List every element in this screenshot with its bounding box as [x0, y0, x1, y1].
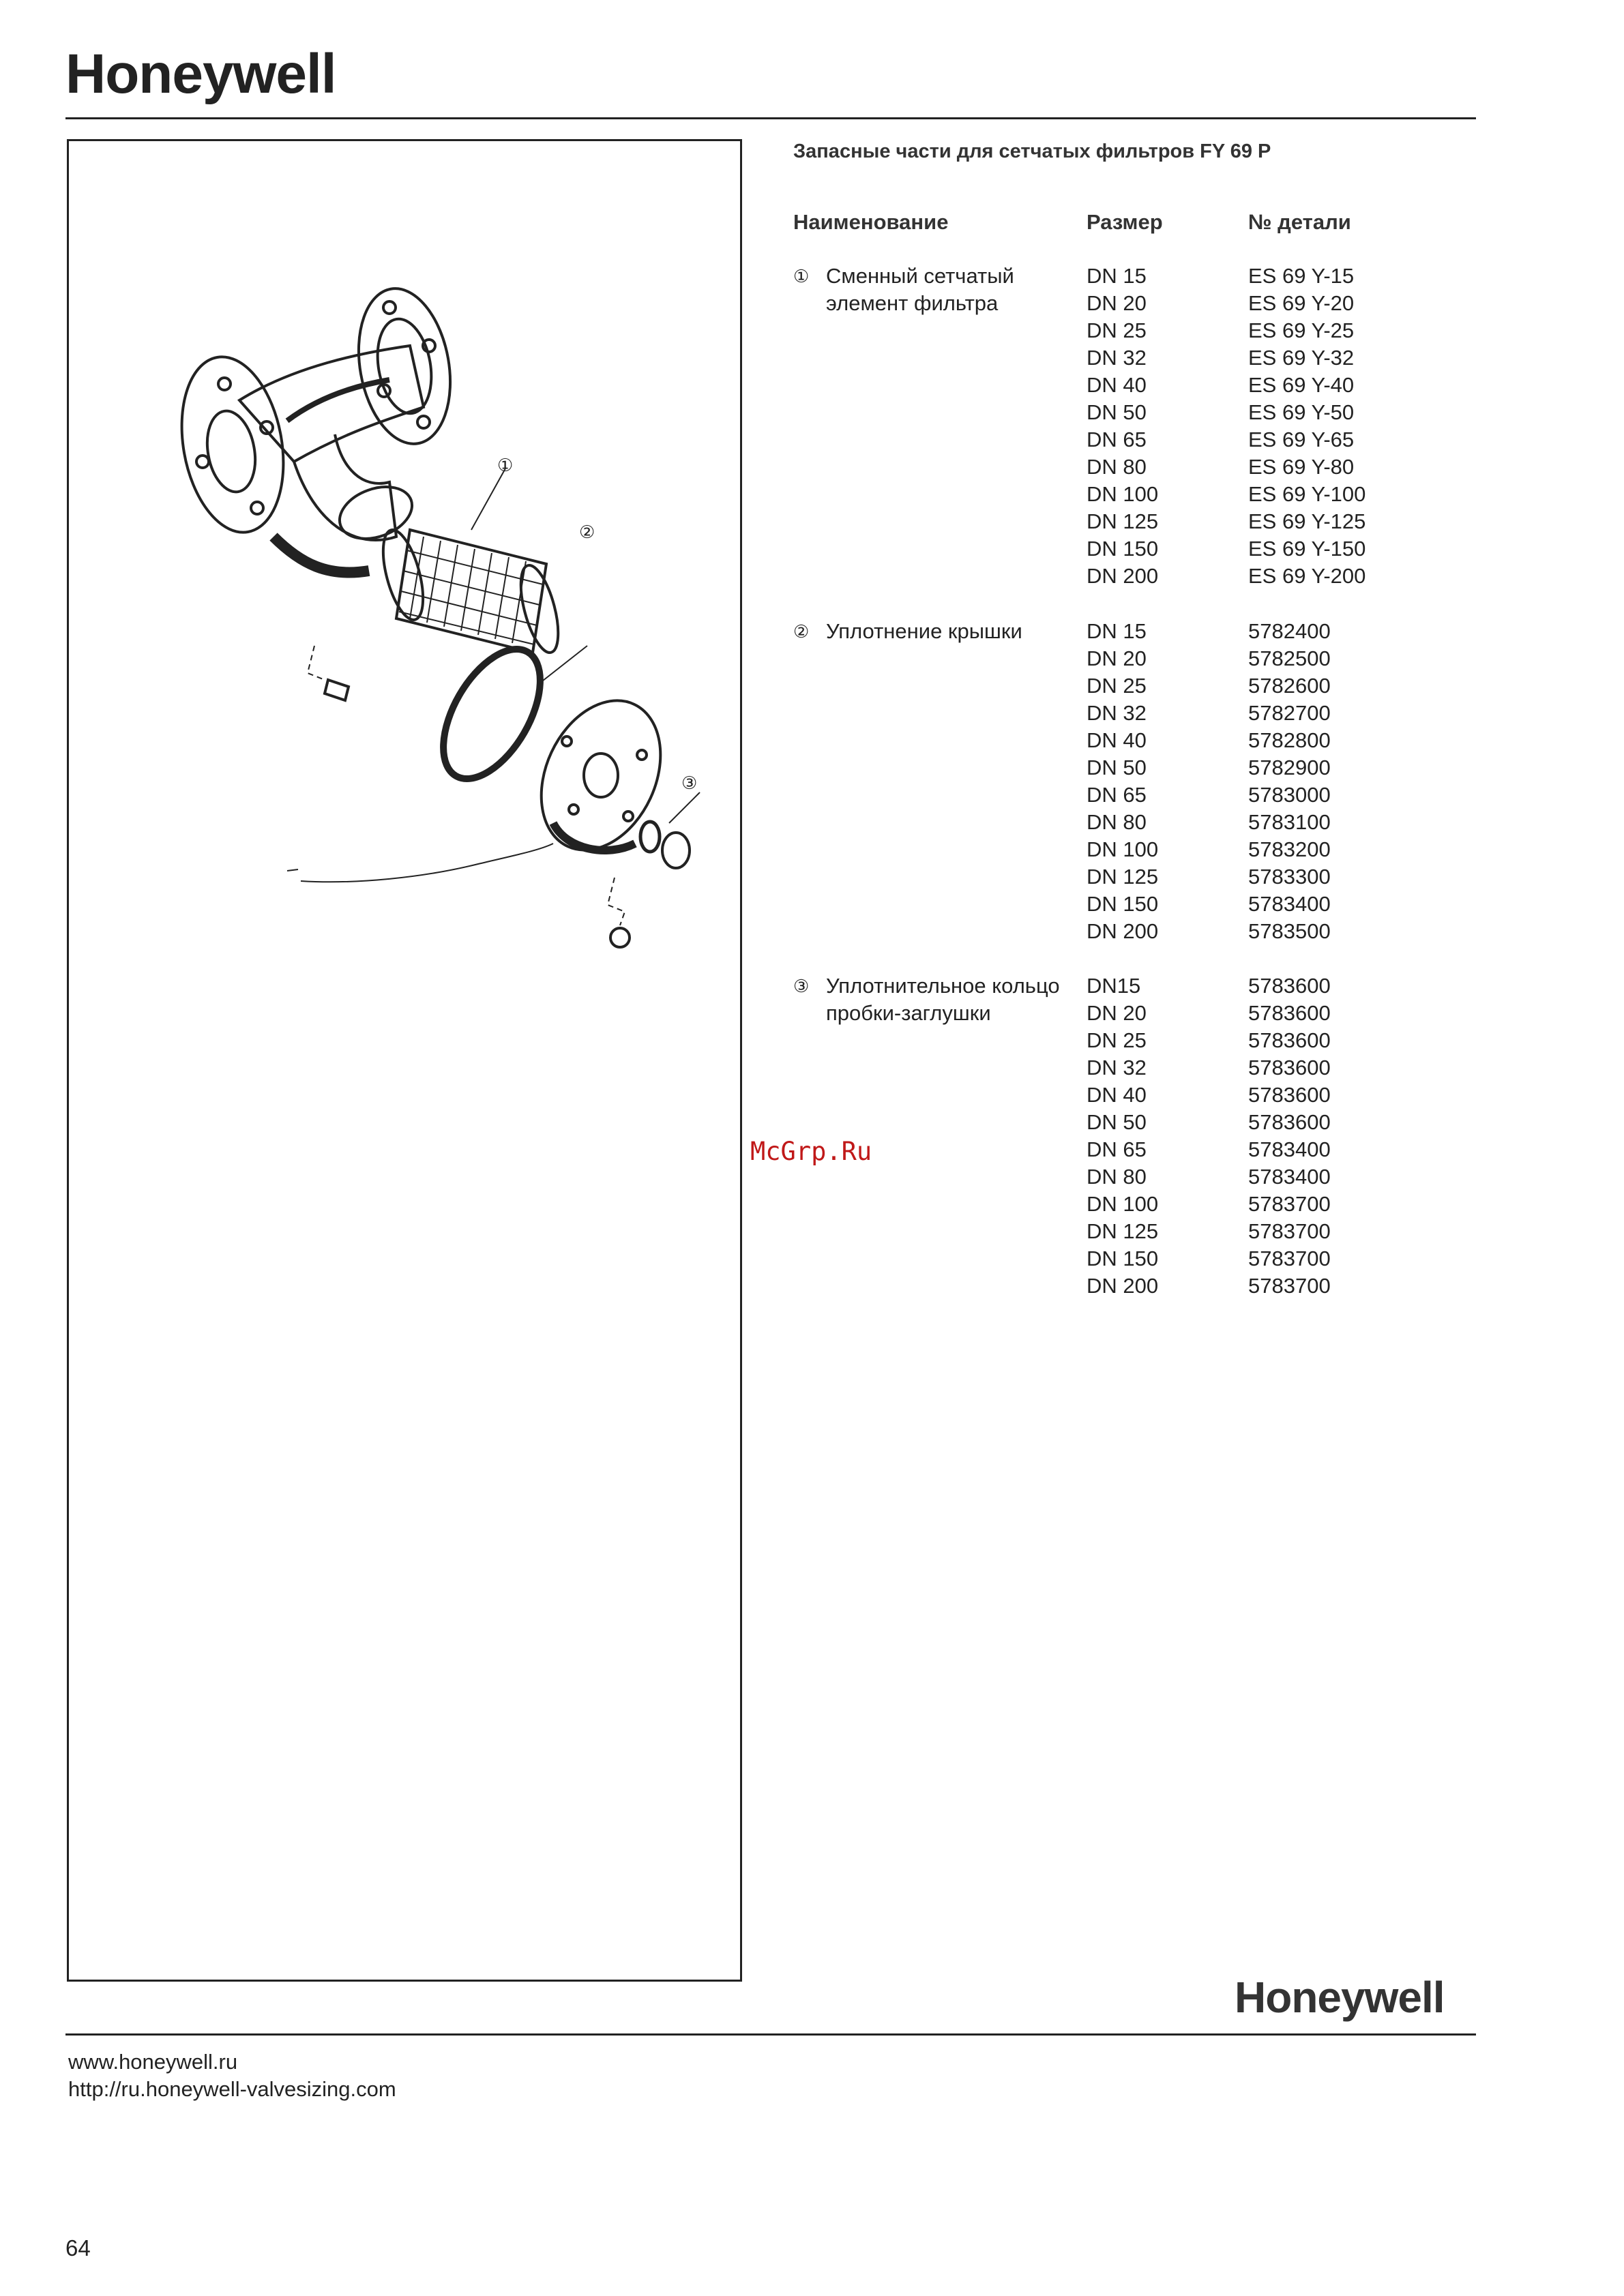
group-name: Уплотнительное кольцо пробки-заглушки	[826, 974, 1060, 1025]
part-number: 5783700	[1248, 1192, 1331, 1216]
size-item: DN 20	[1087, 646, 1147, 670]
part-number: 5783600	[1248, 1083, 1331, 1107]
group-number: ②	[793, 621, 810, 642]
lower-plug	[325, 680, 349, 700]
part-number: 5783600	[1248, 1028, 1331, 1052]
callout-2: ②	[579, 522, 595, 543]
spec-title: Запасные части для сетчатых фильтров FY 69 P	[793, 140, 1271, 162]
page-number: 64	[65, 2235, 91, 2261]
group-number: ③	[793, 976, 810, 996]
size-item: DN 25	[1087, 1028, 1147, 1052]
strainer-exploded-diagram	[69, 141, 740, 1980]
strainer-body	[239, 346, 424, 462]
header-name: Наименование	[793, 210, 949, 234]
group-number: ①	[793, 266, 810, 286]
callout-3: ③	[681, 773, 698, 794]
part-number: 5783600	[1248, 1110, 1331, 1134]
group-name: Уплотнение крышки	[826, 619, 1022, 643]
part-number: 5783600	[1248, 974, 1331, 998]
size-item: DN 40	[1087, 373, 1147, 397]
size-item: DN 200	[1087, 1274, 1159, 1298]
part-number: 5782400	[1248, 619, 1331, 643]
part-number: 5783700	[1248, 1274, 1331, 1298]
part-number: 5783200	[1248, 837, 1331, 861]
size-item: DN 150	[1087, 1247, 1159, 1270]
part-number: ES 69 Y-80	[1248, 455, 1355, 479]
part-number: ES 69 Y-200	[1248, 564, 1366, 588]
cover-gasket	[424, 633, 560, 795]
part-number: ES 69 Y-25	[1248, 318, 1355, 342]
part-number: 5782800	[1248, 728, 1331, 752]
size-item: DN 150	[1087, 892, 1159, 916]
header-rule	[65, 117, 1476, 119]
part-number: 5782600	[1248, 674, 1331, 698]
part-number: 5782700	[1248, 701, 1331, 725]
part-number: ES 69 Y-100	[1248, 482, 1366, 506]
honeywell-logo-bottom: Honeywell	[1235, 1973, 1445, 2022]
part-number: 5783500	[1248, 919, 1331, 943]
part-number: 5782500	[1248, 646, 1331, 670]
size-item: DN 200	[1087, 564, 1159, 588]
exploded-diagram-frame	[67, 139, 742, 1982]
part-number: ES 69 Y-40	[1248, 373, 1355, 397]
plug-o-ring	[640, 822, 660, 852]
part-number: ES 69 Y-65	[1248, 428, 1355, 451]
size-item: DN 20	[1087, 291, 1147, 315]
honeywell-logo-top: Honeywell	[65, 43, 336, 105]
watermark: McGrp.Ru	[750, 1137, 872, 1166]
part-number: 5783700	[1248, 1219, 1331, 1243]
size-item: DN 32	[1087, 1056, 1147, 1079]
part-number: 5783600	[1248, 1001, 1331, 1025]
size-item: DN 125	[1087, 509, 1159, 533]
screen-basket	[375, 526, 565, 656]
part-number-list	[1248, 972, 1426, 1300]
drain-plug	[662, 833, 690, 868]
callout-1: ①	[497, 456, 514, 476]
size-item: DN 150	[1087, 537, 1159, 561]
size-item: DN 80	[1087, 1165, 1147, 1189]
part-number: 5782900	[1248, 756, 1331, 779]
size-item: DN 200	[1087, 919, 1159, 943]
size-list	[1087, 972, 1223, 1300]
size-item: DN 20	[1087, 1001, 1147, 1025]
website-link[interactable]: www.honeywell.ru	[68, 2050, 238, 2074]
part-number: 5783100	[1248, 810, 1331, 834]
part-number: ES 69 Y-50	[1248, 400, 1355, 424]
part-number: 5783600	[1248, 1056, 1331, 1079]
size-item: DN 100	[1087, 837, 1159, 861]
part-number: 5783400	[1248, 892, 1331, 916]
part-number: ES 69 Y-15	[1248, 264, 1355, 288]
part-number: 5783300	[1248, 865, 1331, 889]
part-number: 5783400	[1248, 1165, 1331, 1189]
size-item: DN 32	[1087, 346, 1147, 370]
right-flange	[347, 281, 462, 451]
size-item: DN 125	[1087, 865, 1159, 889]
size-item: DN 50	[1087, 400, 1147, 424]
size-item: DN 40	[1087, 728, 1147, 752]
size-list	[1087, 263, 1223, 590]
header-part: № детали	[1248, 210, 1351, 234]
part-number: ES 69 Y-20	[1248, 291, 1355, 315]
size-item: DN 40	[1087, 1083, 1147, 1107]
footer-links	[68, 2048, 396, 2103]
size-item: DN 65	[1087, 1137, 1147, 1161]
part-number: ES 69 Y-150	[1248, 537, 1366, 561]
size-list	[1087, 618, 1223, 945]
size-item: DN 15	[1087, 264, 1147, 288]
size-item: DN15	[1087, 974, 1141, 998]
valvesizing-link[interactable]: http://ru.honeywell-valvesizing.com	[68, 2077, 396, 2101]
size-item: DN 32	[1087, 701, 1147, 725]
header-size: Размер	[1087, 210, 1163, 234]
size-item: DN 80	[1087, 455, 1147, 479]
size-item: DN 100	[1087, 1192, 1159, 1216]
size-item: DN 50	[1087, 756, 1147, 779]
size-item: DN 25	[1087, 674, 1147, 698]
footer-rule	[65, 2033, 1476, 2036]
part-number: ES 69 Y-125	[1248, 509, 1366, 533]
part-number: 5783700	[1248, 1247, 1331, 1270]
part-number: 5783400	[1248, 1137, 1331, 1161]
size-item: DN 15	[1087, 619, 1147, 643]
size-item: DN 100	[1087, 482, 1159, 506]
size-item: DN 125	[1087, 1219, 1159, 1243]
part-number-list	[1248, 618, 1426, 945]
group-name: Сменный сетчатый элемент фильтра	[826, 264, 1014, 315]
size-item: DN 50	[1087, 1110, 1147, 1134]
size-item: DN 65	[1087, 428, 1147, 451]
part-number: 5783000	[1248, 783, 1331, 807]
size-item: DN 25	[1087, 318, 1147, 342]
part-number: ES 69 Y-32	[1248, 346, 1355, 370]
size-item: DN 80	[1087, 810, 1147, 834]
cover-nut	[610, 928, 630, 947]
part-number-list	[1248, 263, 1426, 590]
size-item: DN 65	[1087, 783, 1147, 807]
